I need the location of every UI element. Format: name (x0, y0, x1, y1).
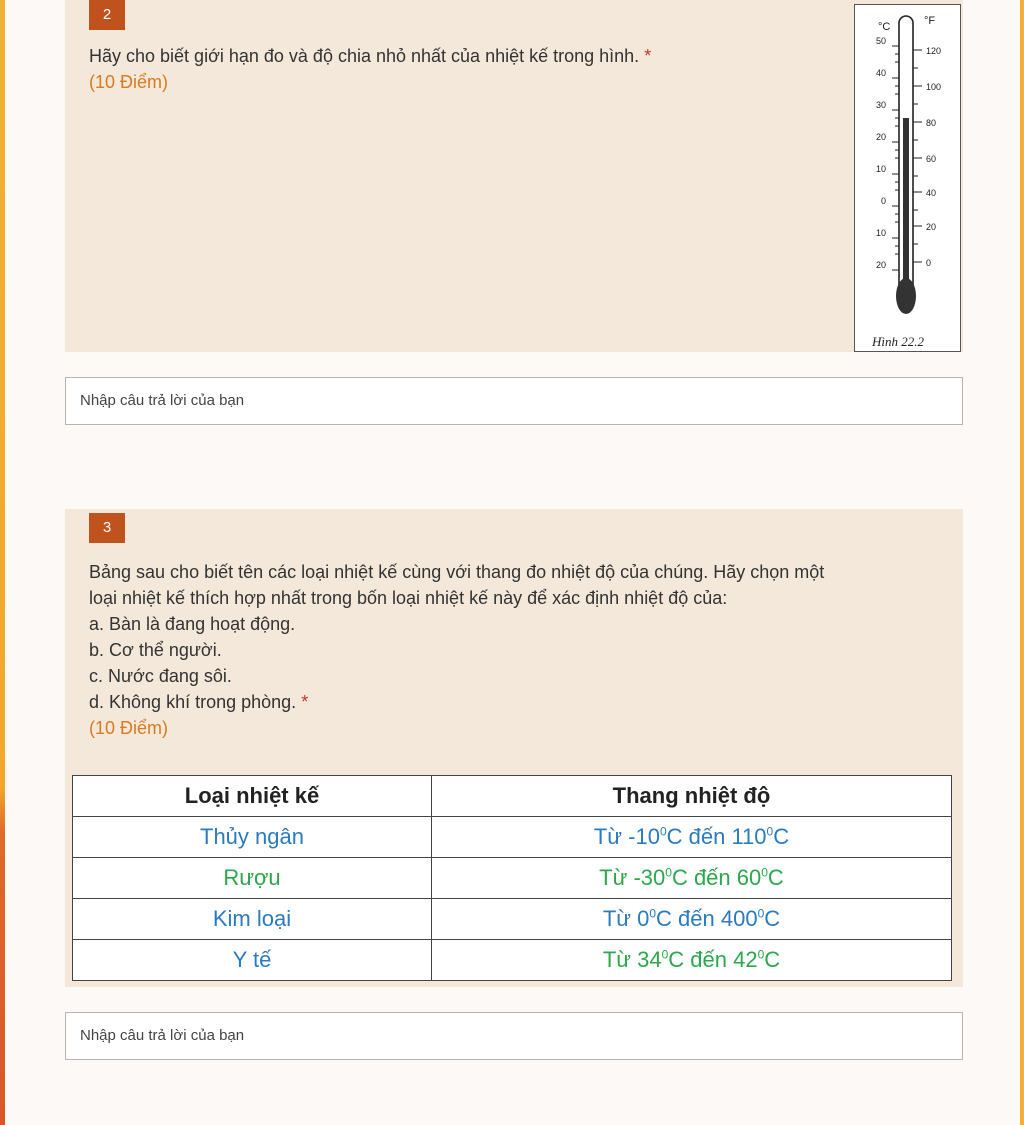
answer-input-q3[interactable] (65, 1012, 963, 1060)
table-row (73, 817, 952, 858)
question-line: d. Không khí trong phòng. * (89, 692, 309, 712)
question-line: b. Cơ thể người. (89, 640, 222, 660)
answer-placeholder: Nhập câu trả lời của bạn (80, 1027, 245, 1044)
thermometer-type: Kim loại (73, 899, 432, 940)
answer-input-q2[interactable] (65, 377, 963, 425)
question-text: Hãy cho biết giới hạn đo và độ chia nhỏ nhất của nhiệt kế trong hình. (89, 46, 640, 66)
right-accent-bar (1020, 0, 1024, 1125)
celsius-label: 40 (876, 68, 887, 78)
table-header-row (73, 776, 952, 817)
answer-placeholder: Nhập câu trả lời của bạn (80, 392, 245, 409)
thermometer-image (854, 4, 961, 352)
fahrenheit-label: 60 (926, 154, 937, 164)
fahrenheit-label: 40 (926, 188, 937, 198)
celsius-label: 20 (876, 132, 887, 142)
required-mark: * (644, 46, 652, 66)
celsius-unit: °C (878, 21, 891, 33)
question-number-badge: 2 (89, 0, 125, 30)
thermometer-table-image (65, 770, 963, 987)
thermometer-table (72, 775, 952, 981)
question-2-text (89, 43, 849, 95)
points-label: (10 Điểm) (89, 718, 169, 738)
question-3-text (89, 559, 949, 741)
temperature-range: Từ $34^0C$ đến $42^0C$ (431, 940, 951, 981)
question-line: a. Bàn là đang hoạt động. (89, 614, 296, 634)
question-number-badge: 3 (89, 513, 125, 543)
temperature-range: Từ $-30^0C$ đến $60^0C$ (431, 858, 951, 899)
fahrenheit-label: 80 (926, 118, 937, 128)
table-header: Thang nhiệt độ (431, 776, 951, 817)
temperature-range: Từ $0^0C$ đến $400^0C$ (431, 899, 951, 940)
fahrenheit-label: 120 (926, 46, 942, 56)
figure-caption: Hình 22.2 (872, 334, 924, 349)
fahrenheit-unit: °F (924, 15, 936, 27)
temperature-range: Từ $-10^0C$ đến $110^0C$ (431, 817, 951, 858)
question-line: c. Nước đang sôi. (89, 666, 232, 686)
celsius-label: 30 (876, 100, 887, 110)
celsius-label: 20 (876, 260, 887, 270)
celsius-label: 10 (876, 164, 887, 174)
thermometer-type: Y tế (73, 940, 432, 981)
table-header: Loại nhiệt kế (73, 776, 432, 817)
table-row (73, 858, 952, 899)
table-row (73, 899, 952, 940)
celsius-label: 50 (876, 36, 887, 46)
question-line: Bảng sau cho biết tên các loại nhiệt kế cùng với thang đo nhiệt độ của chúng. Hãy chọn một (89, 562, 825, 582)
celsius-label: 0 (881, 196, 887, 206)
question-2-card (65, 0, 963, 352)
celsius-label: 10 (876, 228, 887, 238)
required-mark: * (301, 692, 309, 712)
points-label: (10 Điểm) (89, 72, 169, 92)
fahrenheit-label: 100 (926, 82, 942, 92)
fahrenheit-label: 0 (926, 258, 932, 268)
thermometer-type: Thủy ngân (73, 817, 432, 858)
thermometer-type: Rượu (73, 858, 432, 899)
fahrenheit-label: 20 (926, 222, 937, 232)
question-line: loại nhiệt kế thích hợp nhất trong bốn loại nhiệt kế này để xác định nhiệt độ của: (89, 588, 728, 608)
question-3-card (65, 509, 963, 771)
table-row (73, 940, 952, 981)
